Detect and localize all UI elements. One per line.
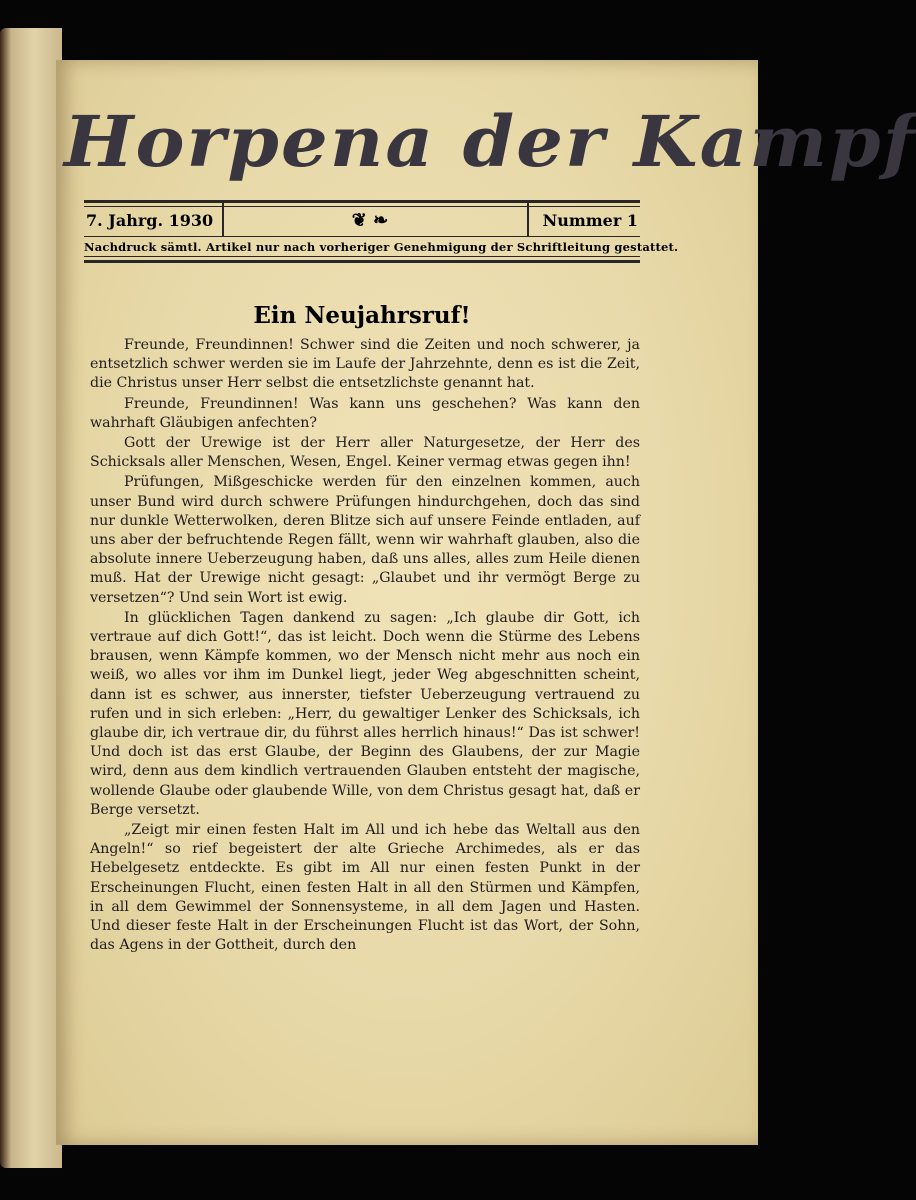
masthead-rule-bottom <box>84 260 640 263</box>
masthead-divider-left <box>222 203 224 236</box>
article-heading: Ein Neujahrsruf! <box>253 302 471 329</box>
article-body <box>90 336 640 957</box>
article-paragraph: Gott der Urewige ist der Herr aller Naturgesetze, der Herr des Schicksals aller Menschen, Wesen, Engel. Keiner vermag etwas gegen ihn! <box>90 435 640 471</box>
article-paragraph: Freunde, Freundinnen! Was kann uns geschehen? Was kann den wahrhaft Gläubigen anfechten? <box>90 395 640 431</box>
masthead-title: Horpena der Kampf <box>64 100 916 183</box>
book-spine <box>0 28 62 1168</box>
masthead-rule-bottom-thin <box>84 256 640 257</box>
masthead-rule-top <box>84 200 640 203</box>
masthead-ornament: ❦ ❧ <box>351 210 389 231</box>
reprint-notice: Nachdruck sämtl. Artikel nur nach vorheriger Genehmigung der Schriftleitung gestattet. <box>84 240 679 254</box>
issue-number-label: Nummer 1 <box>542 211 638 230</box>
masthead-rule-middle <box>84 236 640 237</box>
article-paragraph: Freunde, Freundinnen! Schwer sind die Zeiten und noch schwerer, ja entsetzlich schwer werden sie im Laufe der Jahrzehnte, denn es ist die Zeit, die Christus unser Herr selbst die entsetzlichste genannt hat. <box>90 337 640 392</box>
article-paragraph: In glücklichen Tagen dankend zu sagen: „Ich glaube dir Gott, ich vertraue auf dich Gott!“, das ist leicht. Doch wenn die Stürme des Lebens brausen, wenn Kämpfe kommen, wo der Mensch nicht mehr aus noch ein weiß, wo alles vor ihm im Dunkel liegt, jeder Weg abgeschnitten scheint, dann ist es schwer, aus innerster, tiefster Ueberzeugung vertrauend zu rufen und in sich erleben: „Herr, du gewaltiger Lenker des Schicksals, ich glaube dir, ich vertraue dir, du führst alles herrlich hinaus!“ Das ist schwer! Und doch ist das erst Glaube, der Beginn des Glaubens, der zur Magie wird, denn aus dem kindlich vertrauenden Glauben entsteht der magische, wollende Glaube oder glaubende Wille, von dem Christus gesagt hat, daß er Berge versetzt. <box>90 609 640 818</box>
article-paragraph: „Zeigt mir einen festen Halt im All und ich hebe das Weltall aus den Angeln!“ so rief begeistert der alte Grieche Archimedes, als er das Hebelgesetz entdeckte. Es gibt im All nur einen festen Punkt in der Erscheinungen Flucht, einen festen Halt in all den Stürmen und Kämpfen, in all dem Gewimmel der Sonnensysteme, in all dem Jagen und Hasten. Und dieser feste Halt in der Erscheinungen Flucht ist das Wort, der Sohn, das Agens in der Gottheit, durch den <box>90 822 640 954</box>
article-paragraph: Prüfungen, Mißgeschicke werden für den einzelnen kommen, auch unser Bund wird durch schwere Prüfungen hindurchgehen, doch das sind nur dunkle Wetterwolken, deren Blitze sich auf unsere Feinde entladen, auf uns aber der befruchtende Regen fällt, wenn wir wahrhaft glauben, also die absolute innere Ueberzeugung haben, daß uns alles, alles zum Heile dienen muß. Hat der Urewige nicht gesagt: „Glaubet und ihr vermögt Berge zu versetzen“? Und sein Wort ist ewig. <box>90 474 640 606</box>
masthead-rule-top-thin <box>84 206 640 207</box>
volume-year-label: 7. Jahrg. 1930 <box>86 211 214 230</box>
masthead-divider-right <box>527 203 529 236</box>
